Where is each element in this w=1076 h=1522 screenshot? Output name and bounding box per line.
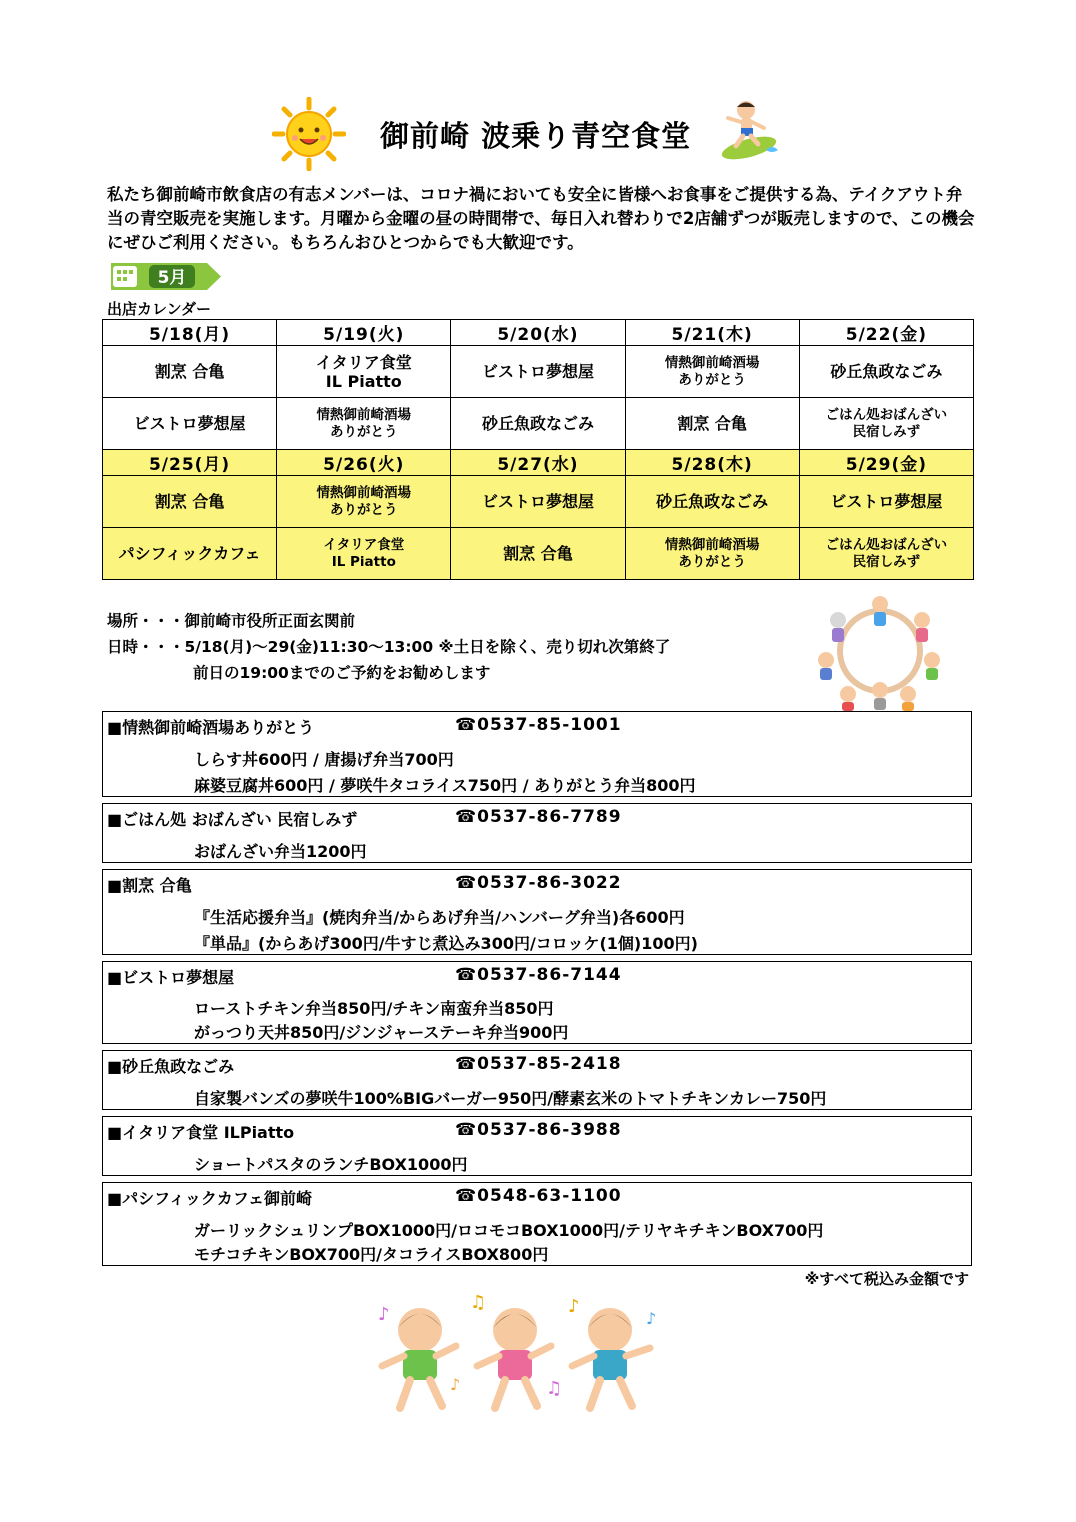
svg-text:♪: ♪ (450, 1375, 461, 1394)
shop-name: ■砂丘魚政なごみ (107, 1057, 235, 1076)
shop-box (102, 711, 972, 797)
datetime-text: 日時・・・5/18(月)～29(金)11:30～13:00 ※土日を除く、売り切れ次第終了 (107, 638, 671, 656)
shop-name-label: 情熱御前崎酒場 (664, 536, 760, 553)
place-text: 場所・・・御前崎市役所正面玄関前 (107, 612, 356, 630)
shop-cell (799, 346, 973, 398)
shop-cell (451, 476, 625, 528)
shop-name-label: IL Piatto (325, 371, 402, 391)
shop-calendar (102, 319, 974, 580)
shop-name-label: ごはん処おばんざい (825, 406, 948, 423)
shop-cell (277, 346, 451, 398)
shop-name: ■パシフィックカフェ御前崎 (107, 1189, 313, 1208)
week2-date-row (103, 450, 974, 476)
shop-name-label: ビストロ夢想屋 (830, 492, 943, 511)
shop-name-label: イタリア食堂 (315, 352, 412, 372)
shop-name-label: 砂丘魚政なごみ (481, 414, 594, 433)
date-cell: 5/25(月) (103, 450, 277, 476)
week1-date-row (103, 320, 974, 346)
shop-name-label: 情熱御前崎酒場 (664, 354, 760, 371)
shop-cell (625, 528, 799, 580)
menu-line: 『生活応援弁当』(焼肉弁当/からあげ弁当/ハンバーグ弁当)各600円 (194, 908, 685, 927)
shop-box (102, 1050, 972, 1110)
shop-cell (451, 528, 625, 580)
menu-line: 麻婆豆腐丼600円 / 夢咲牛タコライス750円 / ありがとう弁当800円 (194, 776, 696, 795)
shop-cell (103, 346, 277, 398)
shop-name-label: 情熱御前崎酒場 (316, 484, 412, 501)
date-cell: 5/22(金) (799, 320, 973, 346)
date-cell: 5/19(火) (277, 320, 451, 346)
date-cell: 5/26(火) (277, 450, 451, 476)
shop-name-label: 割烹 合亀 (154, 492, 225, 511)
shop-cell (451, 398, 625, 450)
shop-name-label: 民宿しみず (852, 423, 921, 440)
surfer-icon (716, 98, 786, 164)
shop-tel: ☎0537-86-3022 (455, 873, 622, 893)
shop-name-label: 民宿しみず (852, 553, 921, 570)
shop-cell (103, 528, 277, 580)
shop-name-label: 割烹 合亀 (677, 414, 747, 433)
shop-name-label: IL Piatto (331, 553, 396, 570)
shop-name-label: 砂丘魚政なごみ (830, 362, 943, 381)
shop-name-label: 割烹 合亀 (154, 362, 225, 381)
week1-shop-row1 (103, 346, 974, 398)
shop-tel: ☎0537-86-7144 (455, 965, 622, 985)
shop-cell (799, 398, 973, 450)
svg-text:♪: ♪ (646, 1309, 657, 1328)
month-tag (107, 261, 223, 292)
shop-name-label: ビストロ夢想屋 (481, 362, 594, 381)
shop-name-label: ごはん処おばんざい (825, 536, 948, 553)
shop-cell (799, 476, 973, 528)
shop-name-label: 割烹 合亀 (503, 544, 573, 563)
shop-name-label: 砂丘魚政なごみ (656, 492, 769, 511)
menu-line: ガーリックシュリンプBOX1000円/ロコモコBOX1000円/テリヤキチキンBOX700円 (194, 1221, 824, 1240)
shop-cell (277, 398, 451, 450)
shop-box (102, 1116, 972, 1176)
shop-box (102, 803, 972, 863)
menu-line: おばんざい弁当1200円 (194, 842, 367, 861)
svg-text:♪: ♪ (378, 1304, 390, 1325)
page-title: 御前崎 波乗り青空食堂 (380, 119, 692, 153)
shop-name-label: パシフィックカフェ (118, 544, 261, 563)
shop-box (102, 961, 972, 1044)
menu-line: モチコチキンBOX700円/タコライスBOX800円 (194, 1245, 549, 1264)
shop-name-label: ビストロ夢想屋 (481, 492, 594, 511)
menu-line: しらす丼600円 / 唐揚げ弁当700円 (194, 750, 454, 769)
week1-shop-row2 (103, 398, 974, 450)
shop-cell (451, 346, 625, 398)
week2-shop-row2 (103, 528, 974, 580)
shop-name: ■情熱御前崎酒場ありがとう (107, 718, 315, 737)
shop-name-label: ありがとう (678, 553, 746, 570)
calendar-caption: 出店カレンダー (107, 300, 212, 318)
shop-box (102, 869, 972, 955)
shop-name-label: ありがとう (678, 371, 746, 388)
shop-box (102, 1182, 972, 1266)
shop-tel: ☎0537-86-3988 (455, 1120, 622, 1140)
month-label: 5月 (157, 268, 187, 288)
shop-name: ■ビストロ夢想屋 (107, 968, 235, 987)
shop-name: ■ごはん処 おばんざい 民宿しみず (107, 810, 358, 829)
shop-tel: ☎0548-63-1100 (455, 1186, 622, 1206)
shop-name-label: イタリア食堂 (323, 536, 405, 553)
reservation-text: 前日の19:00までのご予約をお勧めします (193, 664, 491, 682)
shop-cell (277, 476, 451, 528)
shop-name-label: ありがとう (330, 501, 398, 518)
shop-name-label: 情熱御前崎酒場 (316, 406, 412, 423)
date-cell: 5/18(月) (103, 320, 277, 346)
week2-shop-row1 (103, 476, 974, 528)
tax-note: ※すべて税込み金額です (804, 1270, 969, 1288)
date-cell: 5/29(金) (799, 450, 973, 476)
date-cell: 5/21(木) (625, 320, 799, 346)
menu-line: がっつり天丼850円/ジンジャーステーキ弁当900円 (194, 1023, 569, 1042)
shop-name-label: ビストロ夢想屋 (133, 414, 246, 433)
menu-line: 自家製バンズの夢咲牛100%BIGバーガー950円/酵素玄米のトマトチキンカレー750円 (194, 1089, 827, 1108)
shop-name: ■割烹 合亀 (107, 876, 192, 895)
menu-line: ショートパスタのランチBOX1000円 (194, 1155, 468, 1174)
dancing-children-icon (370, 1290, 665, 1418)
shop-name-label: ありがとう (330, 423, 398, 440)
menu-line: 『単品』(からあげ300円/牛すじ煮込み300円/コロッケ(1個)100円) (194, 934, 698, 953)
intro-text: 私たち御前崎市飲食店の有志メンバーは、コロナ禍においても安全に皆様へお食事をご提供する為、テイクアウト弁当の青空販売を実施します。月曜から金曜の昼の時間帯で、毎日入れ替わりで2店舗ずつが販売しますので、この機会にぜひご利用ください。もちろんおひとつからでも大歓迎です。 (107, 185, 975, 252)
shop-cell (277, 528, 451, 580)
people-circle-icon (812, 590, 948, 712)
svg-text:♫: ♫ (470, 1292, 487, 1313)
shop-tel: ☎0537-85-2418 (455, 1054, 622, 1074)
date-cell: 5/28(木) (625, 450, 799, 476)
shop-cell (103, 476, 277, 528)
shop-tel: ☎0537-86-7789 (455, 807, 622, 827)
date-cell: 5/20(水) (451, 320, 625, 346)
shop-tel: ☎0537-85-1001 (455, 715, 622, 735)
svg-text:♪: ♪ (568, 1296, 580, 1317)
shop-cell (799, 528, 973, 580)
shop-cell (625, 476, 799, 528)
shop-cell (103, 398, 277, 450)
sun-icon (272, 97, 346, 171)
date-cell: 5/27(水) (451, 450, 625, 476)
shop-name: ■イタリア食堂 ILPiatto (107, 1123, 295, 1142)
shop-cell (625, 398, 799, 450)
shop-cell (625, 346, 799, 398)
svg-text:♫: ♫ (546, 1378, 563, 1399)
menu-line: ローストチキン弁当850円/チキン南蛮弁当850円 (194, 999, 554, 1018)
